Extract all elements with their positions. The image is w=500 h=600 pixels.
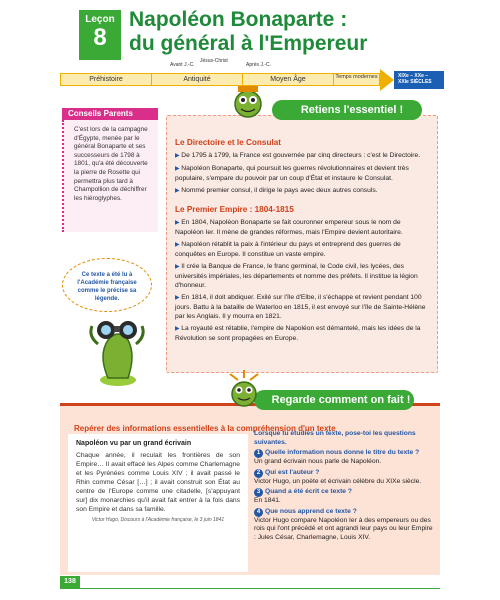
section-directoire-title: Le Directoire et le Consulat: [175, 138, 282, 147]
speech-text: Ce texte a été lu à l'Académie française comme le précise sa légende.: [77, 272, 137, 302]
document-card: [68, 434, 248, 572]
number-3-icon: 3: [254, 488, 263, 497]
paragraph: [175, 240, 429, 259]
paragraph-text: Napoléon Bonaparte, qui poursuit les guerres révolutionnaires et devient très populaire, s'empare du pouvoir par un coup d'État et instaure le Consulat.: [175, 165, 409, 182]
paragraph: [175, 164, 429, 183]
period-antiquite: Antiquité: [152, 74, 243, 85]
number-1-icon: 1: [254, 449, 263, 458]
section-empire-title: Le Premier Empire : 1804-1815: [175, 205, 294, 214]
parents-box: [62, 120, 158, 232]
question-text: Qui est l'auteur ?: [265, 468, 320, 476]
paragraph-text: Nommé premier consul, il dirige le pays avec deux autres consuls.: [181, 187, 378, 194]
tick-before: Avant J.-C.: [170, 62, 195, 68]
timeline-current: XIXe – XXe – XXIe SIÈCLES: [394, 71, 444, 89]
paragraph: [175, 218, 429, 237]
paragraph: [175, 186, 429, 196]
timeline-ticks: [60, 58, 380, 72]
tick-christ: Jésus-Christ: [200, 58, 228, 64]
parents-text: C'est lors de la campagne d'Égypte, menée par le général Bonaparte et ses successeurs de 1798 à 1801, qu'a été découverte la pierre de Rosette qui permettra plus tard à Champollion de déchiffrer les hiéroglyphes.: [74, 126, 148, 202]
lesson-label: Leçon: [85, 14, 115, 25]
paragraph-text: En 1804, Napoléon Bonaparte se fait couronner empereur sous le nom de Napoléon Ier. Il mène de grandes réformes, mais l'Empire devient autoritaire.: [175, 219, 403, 236]
retiens-box: [166, 115, 438, 373]
period-temps-modernes: Temps modernes: [335, 74, 378, 80]
mascot-head-icon: [228, 82, 268, 122]
parents-dotted-border: [62, 120, 70, 232]
paragraph-text: La royauté est rétablie, l'empire de Napoléon est démantelé, mais les idées de la Révolution se sont propagées en Europe.: [175, 325, 421, 342]
bullet-arrow-icon: ▶: [175, 242, 182, 248]
period-prehistoire: Préhistoire: [61, 74, 152, 85]
question-3: [254, 488, 434, 497]
tick-after: Après J.-C.: [246, 62, 272, 68]
regarde-header: Regarde comment on fait !: [254, 390, 414, 410]
paragraph: [175, 262, 429, 290]
question-text: Que nous apprend ce texte ?: [265, 507, 357, 515]
bullet-arrow-icon: ▶: [175, 188, 182, 194]
questions-intro: Lorsque tu étudies un texte, pose-toi les questions suivantes.: [254, 430, 416, 446]
title-line-1: Napoléon Bonaparte :: [129, 8, 348, 31]
regarde-box: [60, 403, 440, 575]
paragraph: [175, 324, 429, 343]
bullet-arrow-icon: ▶: [175, 153, 182, 159]
questions-list: [254, 430, 434, 544]
bullet-arrow-icon: ▶: [175, 295, 182, 301]
period-moyen-age: Moyen Âge: [243, 74, 334, 85]
paragraph-text: Napoléon rétablit la paix à l'intérieur du pays et entreprend des guerres de conquêtes en Europe. Il constitue un vaste empire.: [175, 241, 401, 258]
mascot-binoculars-icon: [78, 300, 158, 390]
question-text: Quelle information nous donne le titre du texte ?: [265, 449, 420, 456]
answer-1: Un grand écrivain nous parle de Napoléon.: [254, 458, 382, 465]
answer-2: Victor Hugo, un poète et écrivain célèbre du XIXe siècle.: [254, 477, 422, 485]
footer-divider: [60, 588, 440, 589]
document-title: Napoléon vu par un grand écrivain: [76, 440, 192, 447]
lesson-number: 8: [93, 24, 107, 51]
number-4-icon: 4: [254, 508, 263, 517]
regarde-subtitle: Repérer des informations essentielles à la compréhension d'un texte: [74, 424, 336, 433]
paragraph-text: En 1814, il doit abdiquer. Exilé sur l'île d'Elbe, il s'échappe et revient pendant 100 jours. Battu à la bataille de Waterloo en 1815, il est envoyé sur l'île de Sainte-Hélène par les Anglais. Il y mourra en 1821.: [175, 294, 426, 320]
paragraph: [175, 151, 429, 161]
question-1: [254, 449, 434, 458]
bullet-arrow-icon: ▶: [175, 166, 182, 172]
document-source: Victor Hugo, Discours à l'Académie française, le 3 juin 1841: [91, 517, 225, 523]
mascot-magnifier-icon: [224, 368, 264, 412]
paragraph-text: De 1795 à 1799, la France est gouvernée par cinq directeurs : c'est le Directoire.: [181, 152, 421, 159]
timeline-bar: [60, 73, 380, 86]
paragraph-text: Il crée la Banque de France, le franc germinal, le Code civil, les lycées, des universités impériales, les départements et nomme des préfets. Il institue la légion d'honneur.: [175, 263, 418, 289]
parents-title: Conseils Parents: [62, 108, 158, 120]
title-line-2: du général à l'Empereur: [129, 32, 368, 55]
bullet-arrow-icon: ▶: [175, 264, 182, 270]
lesson-badge: [79, 10, 121, 60]
question-text: Quand a été écrit ce texte ?: [265, 488, 352, 495]
page-title: [129, 8, 429, 56]
bullet-arrow-icon: ▶: [175, 326, 182, 332]
answer-4: Victor Hugo compare Napoléon Ier à des empereurs ou des rois qui l'ont précédé et ont agrandi leur pays ou leur Empire : Jules César, Charlemagne, Louis XIV.: [254, 516, 433, 541]
document-text: Chaque année, il reculait les frontières de son Empire… Il avait effacé les Alpes comme Charlemagne et les Pyrénées comme Louis XIV ; il avait passé le Rhin comme César […] ; il avait construit son État au centre de l'Europe comme une citadelle, [s'appuyant sur] dix monarchies qu'il avait fait entrer à la fois dans son Empire et dans sa famille.: [76, 452, 240, 513]
page-number: 138: [60, 576, 80, 588]
number-2-icon: 2: [254, 469, 263, 478]
question-2: [254, 469, 434, 478]
paragraph: [175, 293, 429, 321]
answer-3: En 1841.: [254, 497, 281, 504]
question-4: [254, 508, 434, 517]
bullet-arrow-icon: ▶: [175, 220, 182, 226]
retiens-header: Retiens l'essentiel !: [272, 100, 422, 120]
timeline-arrow-icon: [380, 69, 394, 91]
